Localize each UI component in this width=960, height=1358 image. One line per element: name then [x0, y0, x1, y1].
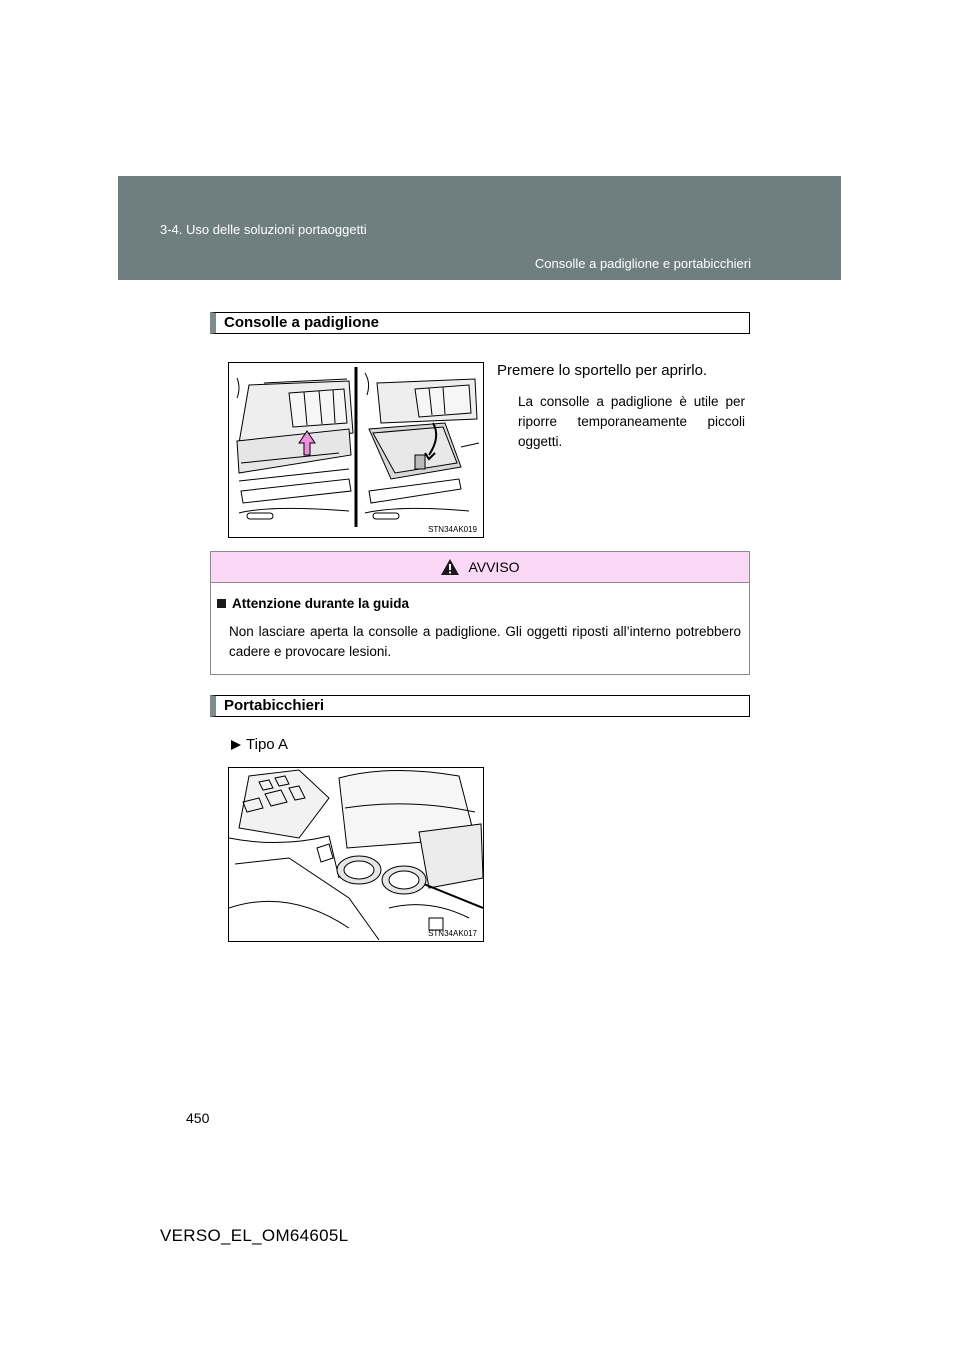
instruction-text: Premere lo sportello per aprirlo. [497, 362, 708, 379]
cupholders-heading: Portabicchieri [210, 695, 750, 717]
chapter-title: 3-4. Uso delle soluzioni portaoggetti [160, 222, 367, 237]
triangle-bullet-icon [230, 739, 242, 751]
section-title: Consolle a padiglione e portabicchieri [534, 256, 751, 271]
overhead-console-heading: Consolle a padiglione [210, 312, 750, 334]
figure-code: STN34AK019 [428, 525, 477, 534]
description-text: La consolle a padiglione è utile per riporre temporaneamente piccoli oggetti. [518, 394, 745, 449]
page-header [118, 176, 841, 280]
figure-code: STN34AK017 [428, 929, 477, 938]
type-a-bullet [230, 736, 288, 753]
square-bullet-icon [217, 599, 226, 608]
warning-header [211, 552, 749, 583]
warning-triangle-icon [440, 558, 460, 576]
warning-label: AVVISO [468, 559, 520, 575]
warning-title-text: Attenzione durante la guida [232, 596, 410, 611]
cupholders-figure [228, 767, 484, 942]
warning-text: Non lasciare aperta la consolle a padiglione. Gli oggetti riposti all’interno potrebbero cadere e provocare lesioni. [229, 624, 741, 659]
type-a-label: Tipo A [246, 736, 288, 753]
overhead-console-figure [228, 362, 484, 538]
page-number: 450 [186, 1110, 210, 1126]
document-code: VERSO_EL_OM64605L [160, 1226, 349, 1245]
warning-title [217, 596, 409, 611]
warning-box [210, 551, 750, 675]
